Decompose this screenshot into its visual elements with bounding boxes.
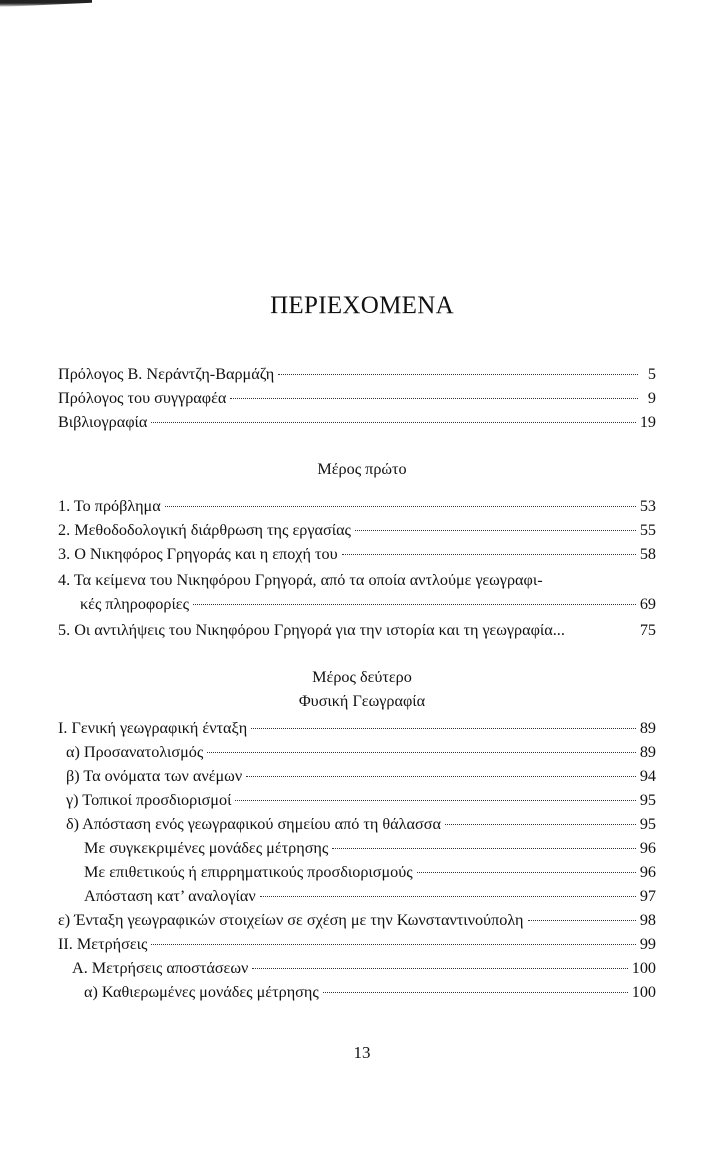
toc-entry-page: 96 bbox=[639, 839, 656, 857]
toc-entry-label: 1. Το πρόβλημα bbox=[58, 497, 161, 515]
toc-entry-label: Με συγκεκριμένες μονάδες μέτρησης bbox=[84, 839, 329, 857]
toc-entry-label: Βιβλιογραφία bbox=[58, 413, 148, 431]
toc-entry-label: ε) Ένταξη γεωγραφικών στοιχείων σε σχέση με την Κωνσταντινούπολη bbox=[58, 911, 524, 929]
leader-dots bbox=[151, 422, 635, 423]
toc-entry bbox=[58, 910, 656, 930]
toc-entry-page: 95 bbox=[639, 815, 656, 833]
toc-entry-label: Πρόλογος Β. Νεράντζη-Βαρμάζη bbox=[58, 365, 275, 383]
part-subheading: Φυσική Γεωγραφία bbox=[298, 692, 426, 710]
leader-dots bbox=[355, 530, 636, 531]
part-heading: Μέρος δεύτερο bbox=[312, 668, 412, 686]
toc-entry-page: 99 bbox=[639, 935, 656, 953]
toc-entry-label: β) Τα ονόματα των ανέμων bbox=[66, 767, 243, 785]
toc-entry bbox=[84, 982, 656, 1002]
toc-entry bbox=[58, 520, 656, 540]
toc-entry-page: 96 bbox=[639, 863, 656, 881]
leader-dots bbox=[151, 944, 635, 945]
page-title: ΠΕΡΙΕΧΟΜΕΝΑ bbox=[270, 292, 454, 319]
leader-dots bbox=[528, 920, 636, 921]
toc-entry-page: 53 bbox=[639, 497, 656, 515]
leader-dots bbox=[207, 752, 636, 753]
toc-entry bbox=[58, 620, 656, 640]
toc-entry bbox=[84, 862, 656, 882]
toc-entry-page: 98 bbox=[639, 911, 656, 929]
toc-entry-page: 5 bbox=[647, 365, 656, 383]
toc-entry bbox=[66, 766, 656, 786]
leader-dots bbox=[252, 968, 627, 969]
toc-entry-label: I. Γενική γεωγραφική ένταξη bbox=[58, 719, 248, 737]
toc-entry-label: 4. Τα κείμενα του Νικηφόρου Γρηγορά, από τα οποία αντλούμε γεωγραφι- bbox=[58, 571, 543, 589]
toc-entry-label: Α. Μετρήσεις αποστάσεων bbox=[72, 959, 249, 977]
toc-entry bbox=[84, 838, 656, 858]
toc-entry bbox=[84, 886, 656, 906]
toc-entry-page: 19 bbox=[639, 413, 656, 431]
toc-entry-label-continued: κές πληροφορίες bbox=[80, 595, 190, 613]
leader-dots bbox=[165, 506, 636, 507]
toc-entry-page: 69 bbox=[639, 595, 656, 613]
toc-entry bbox=[72, 958, 656, 978]
toc-entry bbox=[58, 412, 656, 432]
leader-dots bbox=[260, 896, 636, 897]
toc-entry-page: 89 bbox=[639, 719, 656, 737]
toc-entry-label: α) Προσανατολισμός bbox=[66, 743, 204, 761]
toc-entry-label: Απόσταση κατ’ αναλογίαν bbox=[84, 887, 256, 905]
toc-entry-page: 75 bbox=[639, 621, 656, 639]
leader-dots bbox=[235, 800, 635, 801]
toc-entry bbox=[58, 718, 656, 738]
toc-entry-page: 58 bbox=[639, 545, 656, 563]
leader-dots bbox=[278, 374, 638, 375]
toc-entry-page: 9 bbox=[647, 389, 656, 407]
toc-entry bbox=[58, 496, 656, 516]
toc-entry-page: 100 bbox=[631, 983, 656, 1001]
page-number: 13 bbox=[353, 1043, 371, 1062]
leader-dots bbox=[445, 824, 636, 825]
leader-dots bbox=[323, 992, 628, 993]
toc-entry bbox=[66, 742, 656, 762]
toc-entry-page: 95 bbox=[639, 791, 656, 809]
leader-dots bbox=[230, 398, 638, 399]
toc-entry-label: II. Μετρήσεις bbox=[58, 935, 148, 953]
toc-entry bbox=[58, 934, 656, 954]
leader-dots bbox=[251, 728, 636, 729]
leader-dots bbox=[193, 604, 636, 605]
toc-entry bbox=[66, 790, 656, 810]
toc-entry-label: 2. Μεθοδοδολογική διάρθρωση της εργασίας bbox=[58, 521, 351, 539]
toc-entry-page: 55 bbox=[639, 521, 656, 539]
toc-entry-label: δ) Απόσταση ενός γεωγραφικού σημείου από τη θάλασσα bbox=[66, 815, 441, 833]
toc-entry-label: Πρόλογος του συγγραφέα bbox=[58, 389, 227, 407]
leader-dots bbox=[246, 776, 636, 777]
toc-entry-label: 5. Οι αντιλήψεις του Νικηφόρου Γρηγορά για την ιστορία και τη γεωγραφία... bbox=[58, 621, 565, 639]
toc-entry-continuation bbox=[58, 594, 656, 614]
toc-entry bbox=[58, 364, 656, 384]
part-heading: Μέρος πρώτο bbox=[317, 460, 407, 478]
toc-entry-page: 97 bbox=[639, 887, 656, 905]
toc-entry-page: 100 bbox=[631, 959, 656, 977]
toc-entry-label: α) Καθιερωμένες μονάδες μέτρησης bbox=[84, 983, 319, 1001]
toc-entry bbox=[58, 544, 656, 564]
scan-edge-mark bbox=[0, 0, 92, 7]
toc-entry-label: γ) Τοπικοί προσδιορισμοί bbox=[66, 791, 232, 809]
toc-entry bbox=[66, 814, 656, 834]
leader-dots bbox=[417, 872, 636, 873]
toc-entry-page: 94 bbox=[639, 767, 656, 785]
toc-entry-label: 3. Ο Νικηφόρος Γρηγοράς και η εποχή του bbox=[58, 545, 338, 563]
toc-entry-label: Με επιθετικούς ή επιρρηματικούς προσδιορισμούς bbox=[84, 863, 413, 881]
toc-entry bbox=[58, 570, 656, 614]
leader-dots bbox=[332, 848, 636, 849]
toc-entry-page: 89 bbox=[639, 743, 656, 761]
leader-dots bbox=[342, 554, 636, 555]
toc-entry bbox=[58, 388, 656, 408]
